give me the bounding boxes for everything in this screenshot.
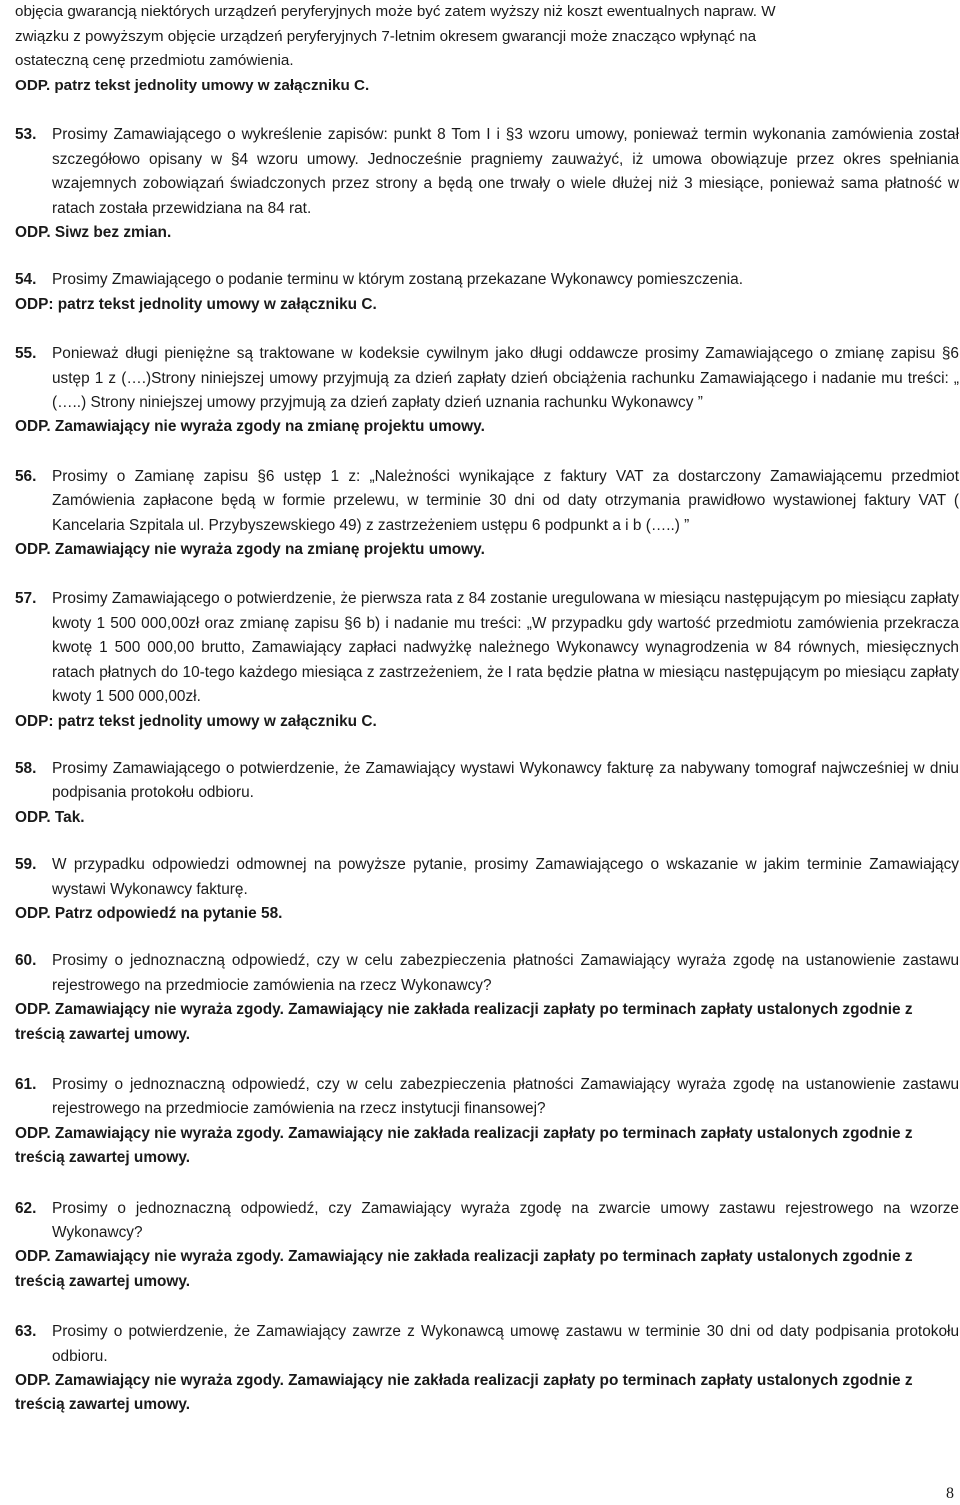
question-text: Prosimy o jednoznaczną odpowiedź, czy w celu zabezpieczenia płatności Zamawiający wyraża zgodę na ustanowienie zastawu rejestrowego na przedmiocie zamówienia na rzecz Wykonawcy? [52,952,959,994]
qa-item [15,757,959,830]
question-text: Prosimy Zamawiającego o potwierdzenie, że Zamawiający wystawi Wykonawcy fakturę za nabywany tomograf najwcześniej w dniu podpisania protokołu odbioru. [52,759,959,802]
answer: ODP: patrz tekst jednolity umowy w załączniku C. [15,295,377,313]
qa-item [15,853,959,926]
question-text: Prosimy o potwierdzenie, że Zamawiający zawrze z Wykonawcą umowę zastawu w terminie 30 dni od daty podpisania protokołu odbioru. [52,1323,959,1365]
question [15,853,959,902]
question-number: 62. [15,1199,37,1217]
answer: ODP. Patrz odpowiedź na pytanie 58. [15,904,283,922]
intro-line: objęcia gwarancją niektórych urządzeń peryferyjnych może być zatem wyższy niż koszt ewentualnych napraw. W [15,3,776,20]
intro-line: związku z powyższym objęcie urządzeń peryferyjnych 7-letnim okresem gwarancji może znacząco wpłynąć na [15,27,757,45]
answer: ODP. Zamawiający nie wyraża zgody na zmianę projektu umowy. [15,541,485,559]
question [15,123,959,221]
qa-item [15,465,959,563]
question-text: Prosimy o jednoznaczną odpowiedź, czy Zamawiający wyraża zgodę na zwarcie umowy zastawu rejestrowego na wzorze Wykonawcy? [52,1199,959,1241]
question-text: Prosimy Zamawiającego o potwierdzenie, że pierwsza rata z 84 zostanie uregulowana w miesiącu następującym po miesiącu zapłaty kwoty 1 500 000,00zł oraz zmianę zapisu §6 b) i nadanie mu treści: „W przypadku gdy wartość przedmiotu zamówienia przekracza kwotę 1 500 000,00 brutto, Zamawiający zapłaci nadwyżkę należnego Wykonawcy wynagrodzenia w 84 równych, miesięcznych ratach płatnych do 10-tego każdego miesiąca z zastrzeżeniem, że I rata będzie płatna w miesiącu następującym po miesiącu zapłaty kwoty 1 500 000,00zł. [52,590,959,706]
qa-item [15,268,959,317]
question-text: Prosimy o Zamianę zapisu §6 ustęp 1 z: „Należności wynikające z faktury VAT za dostarczony Zamawiającemu przedmiot Zamówienia zapłacone będą w formie przelewu, w terminie 30 dni od daty otrzymania prawidłowo wystawionej faktury VAT ( Kancelaria Szpitala ul. Przybyszewskiego 49) z zastrzeżeniem ustępu 6 podpunkt a i b (…..) ” [52,467,959,534]
intro-paragraph [15,0,959,98]
question [15,1073,959,1122]
question-text: Prosimy Zmawiającego o podanie terminu w którym zostaną przekazane Wykonawcy pomieszczenia. [52,271,744,289]
question-number: 63. [15,1323,37,1341]
intro-answer: ODP. patrz tekst jednolity umowy w załączniku C. [15,76,370,94]
question [15,342,959,415]
qa-item [15,1073,959,1171]
question-number: 56. [15,467,37,485]
document-page [15,0,959,1418]
qa-item [15,1197,959,1295]
question-text: Ponieważ długi pieniężne są traktowane w kodeksie cywilnym jako długi oddawcze prosimy Zamawiającego o zmianę zapisu §6 ustęp 1 z (….)Strony niniejszej umowy przyjmują za dzień zapłaty dzień obciążenia rachunku Zamawiającego i nadanie mu treści: „ (…..) Strony niniejszej umowy przyjmują za dzień zapłaty dzień uznania rachunku Wykonawcy ” [52,345,959,412]
question-number: 55. [15,345,37,363]
page-number: 8 [946,1485,954,1502]
answer: ODP. Zamawiający nie wyraża zgody. Zamawiający nie zakłada realizacji zapłaty po terminach zapłaty ustalonych zgodnie z treścią zawartej umowy. [15,1372,913,1414]
question-number: 58. [15,759,37,777]
answer: ODP. Siwz bez zmian. [15,224,172,241]
question-number: 57. [15,590,37,608]
qa-item [15,1320,959,1418]
answer: ODP. Zamawiający nie wyraża zgody. Zamawiający nie zakłada realizacji zapłaty po terminach zapłaty ustalonych zgodnie z treścią zawartej umowy. [15,1124,913,1167]
question [15,1320,959,1369]
answer: ODP. Zamawiający nie wyraża zgody na zmianę projektu umowy. [15,418,485,436]
question [15,1197,959,1246]
question [15,949,959,998]
question [15,587,959,709]
question [15,757,959,806]
question-number: 60. [15,952,37,970]
answer: ODP. Tak. [15,808,85,826]
qa-item [15,949,959,1047]
question-number: 59. [15,856,37,874]
answer: ODP. Zamawiający nie wyraża zgody. Zamawiający nie zakłada realizacji zapłaty po terminach zapłaty ustalonych zgodnie z treścią zawartej umowy. [15,1001,913,1043]
question [15,465,959,538]
question [15,268,959,292]
question-text: W przypadku odpowiedzi odmownej na powyższe pytanie, prosimy Zamawiającego o wskazanie w jakim terminie Zamawiający wystawi Wykonawcy fakturę. [52,856,959,898]
question-number: 61. [15,1075,37,1093]
qa-list [15,123,959,1417]
intro-line: ostateczną cenę przedmiotu zamówienia. [15,52,294,70]
answer: ODP. Zamawiający nie wyraża zgody. Zamawiający nie zakłada realizacji zapłaty po terminach zapłaty ustalonych zgodnie z treścią zawartej umowy. [15,1248,913,1290]
qa-item [15,587,959,733]
question-number: 54. [15,271,37,289]
question-text: Prosimy Zamawiającego o wykreślenie zapisów: punkt 8 Tom I i §3 wzoru umowy, ponieważ termin wykonania zamówienia został szczegółowo opisany w §4 wzoru umowy. Jednocześnie pragniemy zauważyć, iż umowa obowiązuje przez okres spełniania wzajemnych zobowiązań świadczonych przez strony a będą one trwały o wiele dłużej niż 3 miesiące, ponieważ sama płatność w ratach została przewidziana na 84 rat. [52,126,959,217]
answer: ODP: patrz tekst jednolity umowy w załączniku C. [15,712,377,730]
qa-item [15,342,959,440]
question-text: Prosimy o jednoznaczną odpowiedź, czy w celu zabezpieczenia płatności Zamawiający wyraża zgodę na ustanowienie zastawu rejestrowego na przedmiocie zamówienia na rzecz instytucji finansowej? [52,1075,959,1118]
qa-item [15,123,959,245]
question-number: 53. [15,126,37,144]
